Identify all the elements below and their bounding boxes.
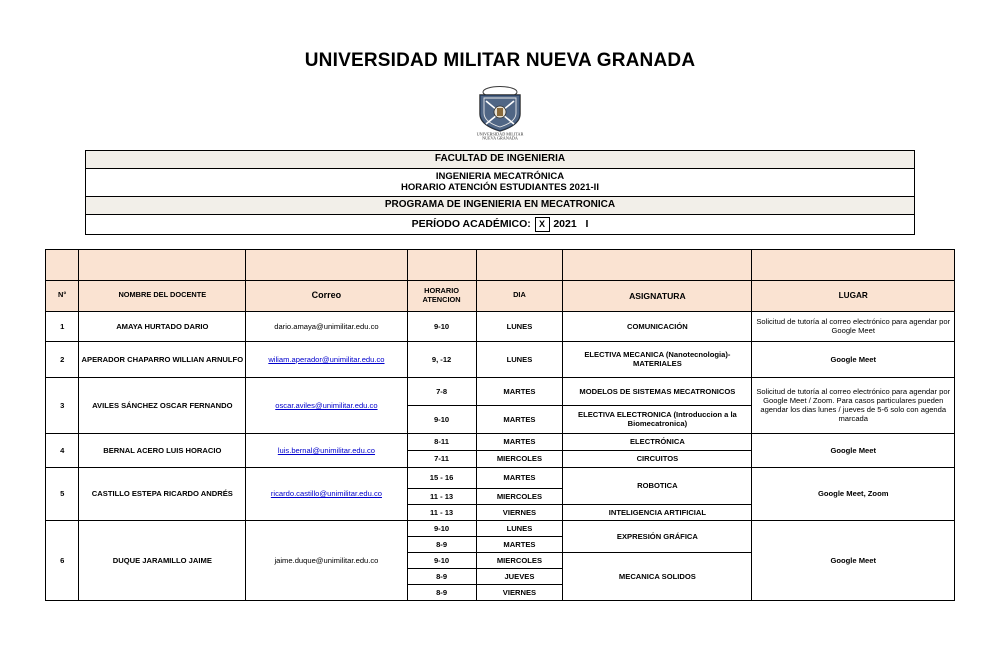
teacher-email-link[interactable]: ricardo.castillo@unimilitar.edu.co [270,489,382,499]
teacher-name: AMAYA HURTADO DARIO [79,311,246,341]
course-name: MODELOS DE SISTEMAS MECATRONICOS [563,377,752,405]
teacher-email[interactable]: jaime.duque@unimilitar.edu.co [246,520,407,600]
attention-day: LUNES [476,311,563,341]
schedule-title: HORARIO ATENCIÓN ESTUDIANTES 2021-II [401,182,599,194]
column-header-horario [407,280,476,311]
attention-hours: 8-9 [407,584,476,600]
course-name: INTELIGENCIA ARTIFICIAL [563,504,752,520]
course-name: ELECTIVA MECANICA (Nanotecnologia)- MATERIALES [563,341,752,377]
place: Google Meet [752,341,955,377]
svg-text:UNIVERSIDAD MILITAR: UNIVERSIDAD MILITAR [476,131,524,137]
course-name: CIRCUITOS [563,450,752,467]
teacher-name: AVILES SÁNCHEZ OSCAR FERNANDO [79,377,246,433]
program-name: INGENIERIA MECATRÓNICA [435,170,565,182]
attention-hours: 7-8 [407,377,476,405]
attention-hours: 9-10 [407,520,476,536]
teacher-email[interactable] [246,433,407,467]
attention-day: MARTES [476,536,563,552]
faculty-title: FACULTAD DE INGENIERIA [86,151,915,169]
table-header-row [46,280,955,311]
course-name: EXPRESIÓN GRÁFICA [563,520,752,552]
attention-hours: 8-9 [407,568,476,584]
teacher-name: APERADOR CHAPARRO WILLIAN ARNULFO [79,341,246,377]
header-row-period [86,214,915,234]
university-logo [0,84,1000,140]
svg-text:NUEVA GRANADA: NUEVA GRANADA [482,135,518,140]
schedule-table-body [46,311,955,600]
place: Google Meet [752,520,955,600]
attention-day: VIERNES [476,584,563,600]
attention-day: MIERCOLES [476,488,563,504]
table-row [46,341,955,377]
attention-hours: 11 - 13 [407,504,476,520]
teacher-email-link[interactable]: oscar.aviles@unimilitar.edu.co [275,400,378,410]
column-header-no: N° [46,280,79,311]
schedule-table-wrap [45,249,955,601]
attention-day: MARTES [476,377,563,405]
period-checkbox[interactable]: X [535,217,550,232]
attention-hours: 8-11 [407,433,476,450]
attention-day: VIERNES [476,504,563,520]
teacher-email-link[interactable]: luis.bernal@unimilitar.edu.co [277,445,376,455]
row-number: 4 [46,433,79,467]
attention-hours: 9-10 [407,552,476,568]
row-number: 2 [46,341,79,377]
column-header-name: NOMBRE DEL DOCENTE [79,280,246,311]
table-row [46,520,955,536]
course-name: COMUNICACIÓN [563,311,752,341]
teacher-name: BERNAL ACERO LUIS HORACIO [79,433,246,467]
attention-day: MIERCOLES [476,552,563,568]
row-number: 6 [46,520,79,600]
column-header-horario-line1: HORARIO [424,285,460,295]
attention-hours: 8-9 [407,536,476,552]
attention-day: MARTES [476,405,563,433]
place: Solicitud de tutoría al correo electrónico para agendar por Google Meet [752,311,955,341]
column-header-asignatura: ASIGNATURA [563,280,752,311]
column-header-email: Correo [246,280,407,311]
course-name: ELECTRÓNICA [563,433,752,450]
table-row [46,377,955,405]
header-row-band [86,197,915,215]
attention-hours: 9, -12 [407,341,476,377]
table-row [46,433,955,450]
attention-day: LUNES [476,341,563,377]
course-name: ROBOTICA [563,467,752,504]
attention-day: MARTES [476,433,563,450]
period-year: 2021 [553,217,577,230]
attention-day: MIERCOLES [476,450,563,467]
attention-hours: 7-11 [407,450,476,467]
row-number: 3 [46,377,79,433]
column-header-horario-line2: ATENCION [422,294,461,304]
teacher-email[interactable]: dario.amaya@unimilitar.edu.co [246,311,407,341]
attention-hours: 15 - 16 [407,467,476,488]
period-term: I [585,217,589,230]
column-header-lugar: LUGAR [752,280,955,311]
schedule-table [45,249,955,601]
attention-day: LUNES [476,520,563,536]
row-number: 1 [46,311,79,341]
place: Google Meet [752,433,955,467]
header-row-program [86,168,915,197]
attention-day: MARTES [476,467,563,488]
table-top-strip [46,249,955,280]
page-title: UNIVERSIDAD MILITAR NUEVA GRANADA [304,50,696,71]
attention-hours: 9-10 [407,405,476,433]
table-row [46,467,955,488]
teacher-name: DUQUE JARAMILLO JAIME [79,520,246,600]
teacher-email[interactable] [246,467,407,520]
program-band: PROGRAMA DE INGENIERIA EN MECATRONICA [86,197,915,215]
teacher-email-link[interactable]: wiliam.aperador@unimilitar.edu.co [268,354,385,364]
course-name: ELECTIVA ELECTRONICA (Introduccion a la Biomecatronica) [563,405,752,433]
period-label: PERÍODO ACADÉMICO: [411,217,531,230]
row-number: 5 [46,467,79,520]
document-header-table [85,150,915,235]
teacher-email[interactable] [246,341,407,377]
attention-hours: 11 - 13 [407,488,476,504]
attention-hours: 9-10 [407,311,476,341]
teacher-name: CASTILLO ESTEPA RICARDO ANDRÉS [79,467,246,520]
header-row-faculty [86,151,915,169]
place: Google Meet, Zoom [752,467,955,520]
shield-crest-icon [464,84,536,140]
table-row [46,311,955,341]
attention-day: JUEVES [476,568,563,584]
column-header-dia: DIA [476,280,563,311]
teacher-email[interactable] [246,377,407,433]
course-name: MECANICA SOLIDOS [563,552,752,600]
place: Solicitud de tutoría al correo electrónico para agendar por Google Meet / Zoom. Para casos particulares pueden agendar los dias lunes / jueves de 5-6 solo con agenda marcada [752,377,955,433]
document-page [0,50,1000,657]
